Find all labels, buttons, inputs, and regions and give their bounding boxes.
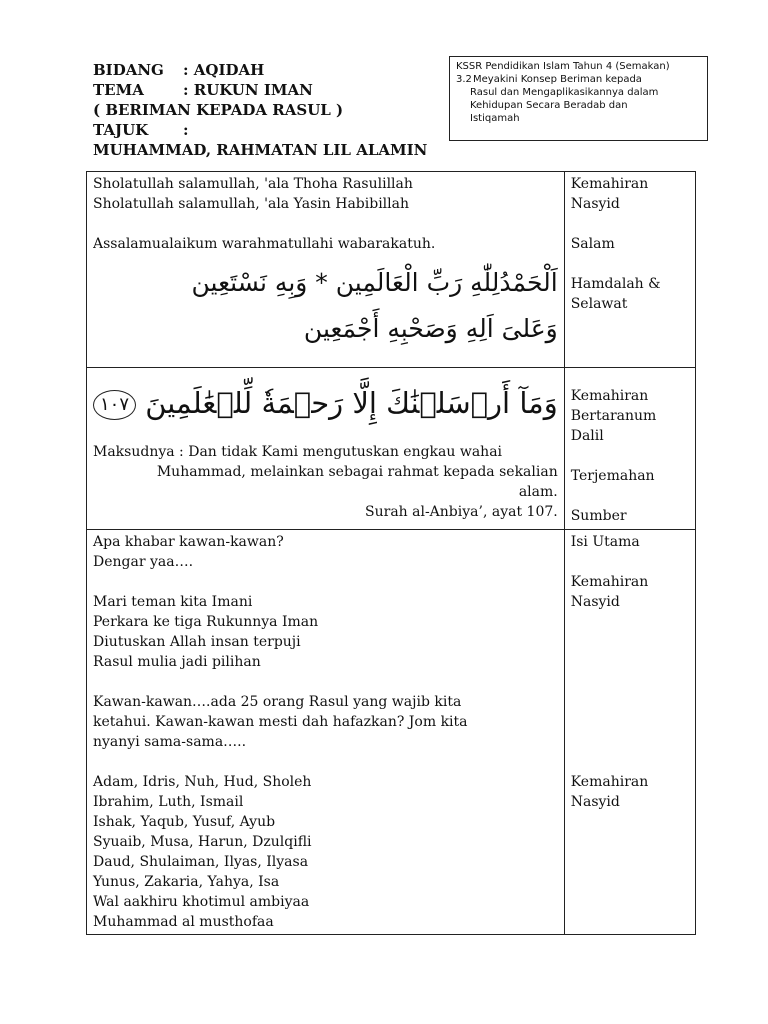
header-row-bidang bbox=[93, 60, 453, 80]
standard-text-3: Kehidupan Secara Beradab dan bbox=[470, 100, 628, 111]
note-line: Hamdalah & bbox=[570, 276, 661, 292]
arabic-selawat: وَعَلىَ اَلِهِ وَصَحْبِهِ أَجْمَعِين bbox=[303, 314, 558, 343]
note-line: Nasyid bbox=[570, 594, 620, 610]
table-row-dalil bbox=[87, 368, 696, 530]
note-line: Salam bbox=[570, 236, 615, 252]
meaning-line: Maksudnya : Dan tidak Kami mengutuskan engkau wahai bbox=[93, 444, 503, 460]
note-line: Nasyid bbox=[570, 196, 620, 212]
opening-content bbox=[87, 172, 565, 368]
tema-label: TEMA bbox=[93, 81, 144, 99]
note-line: Sumber bbox=[570, 508, 627, 524]
note-line: Isi Utama bbox=[570, 534, 640, 550]
bidang-label: BIDANG bbox=[93, 61, 164, 79]
tajuk-label: TAJUK bbox=[93, 121, 149, 139]
standard-number: 3.2 bbox=[456, 74, 472, 85]
arabic-hamdalah: اَلْحَمْدُلِلّٰهِ رَبِّ الْعَالَمِين * وَبِهِ نَسْتَعِين bbox=[191, 268, 558, 297]
intro-line: Apa khabar kawan-kawan? bbox=[93, 534, 284, 550]
dalil-content bbox=[87, 368, 565, 530]
rasul-names-line: Daud, Shulaiman, Ilyas, Ilyasa bbox=[93, 854, 309, 870]
rasul-names-line: Yunus, Zakaria, Yahya, Isa bbox=[93, 874, 280, 890]
rasul-names-line: Wal aakhiru khotimul ambiyaa bbox=[93, 894, 310, 910]
dalil-notes bbox=[564, 368, 695, 530]
note-line: Dalil bbox=[570, 428, 604, 444]
song-line: Perkara ke tiga Rukunnya Iman bbox=[93, 614, 319, 630]
standard-text: Meyakini Konsep Beriman kepada bbox=[473, 74, 642, 85]
note-line: Kemahiran bbox=[570, 176, 649, 192]
greeting-text: Assalamualaikum warahmatullahi wabarakatuh. bbox=[93, 236, 436, 252]
header-row-tajuk bbox=[93, 120, 453, 140]
rasul-names-line: Adam, Idris, Nuh, Hud, Sholeh bbox=[93, 774, 312, 790]
subtheme: ( BERIMAN KEPADA RASUL ) bbox=[93, 101, 344, 119]
standard-text-4: Istiqamah bbox=[470, 113, 520, 124]
note-line: Selawat bbox=[570, 296, 628, 312]
note-line: Nasyid bbox=[570, 794, 620, 810]
opening-notes bbox=[564, 172, 695, 368]
rasul-names-line: Muhammad al musthofaa bbox=[93, 914, 274, 930]
note-line: Kemahiran bbox=[570, 774, 649, 790]
verse-source: Surah al-Anbiya’, ayat 107. bbox=[365, 504, 558, 520]
note-line: Bertaranum bbox=[570, 408, 657, 424]
ayah-number-icon: ١٠٧ bbox=[93, 390, 136, 420]
selawat-line: Sholatullah salamullah, 'ala Thoha Rasulillah bbox=[93, 176, 413, 192]
intro-line: Dengar yaa…. bbox=[93, 554, 194, 570]
lesson-title: MUHAMMAD, RAHMATAN LIL ALAMIN bbox=[93, 141, 428, 159]
verse-text: وَمَآ أَرۡسَلۡنَٰكَ إِلَّا رَحۡمَةٗ لِّلۡعَٰلَمِينَ bbox=[145, 386, 558, 420]
song-line: Diutuskan Allah insan terpuji bbox=[93, 634, 301, 650]
lesson-table bbox=[86, 171, 696, 935]
table-row-opening bbox=[87, 172, 696, 368]
rasul-names-line: Ibrahim, Luth, Ismail bbox=[93, 794, 244, 810]
standard-text-2: Rasul dan Mengaplikasikannya dalam bbox=[470, 87, 659, 98]
note-line: Kemahiran bbox=[570, 388, 649, 404]
quran-verse bbox=[93, 370, 558, 436]
curriculum-info-box bbox=[449, 56, 708, 141]
nasyid-notes bbox=[564, 530, 695, 935]
meaning-line: Muhammad, melainkan sebagai rahmat kepada sekalian bbox=[156, 464, 558, 480]
nasyid-content bbox=[87, 530, 565, 935]
song-line: Rasul mulia jadi pilihan bbox=[93, 654, 261, 670]
selawat-line: Sholatullah salamullah, 'ala Yasin Habibillah bbox=[93, 196, 409, 212]
para-line: nyanyi sama-sama….. bbox=[93, 734, 247, 750]
table-row-nasyid bbox=[87, 530, 696, 935]
rasul-names-line: Ishak, Yaqub, Yusuf, Ayub bbox=[93, 814, 276, 830]
song-line: Mari teman kita Imani bbox=[93, 594, 253, 610]
meaning-line: alam. bbox=[518, 484, 558, 500]
lesson-header bbox=[93, 60, 453, 160]
curriculum-line: KSSR Pendidikan Islam Tahun 4 (Semakan) bbox=[456, 61, 670, 72]
tema-value: : RUKUN IMAN bbox=[183, 81, 313, 99]
header-row-tema bbox=[93, 80, 453, 100]
standard-line bbox=[456, 73, 701, 86]
tajuk-value: : bbox=[183, 121, 189, 139]
bidang-value: : AQIDAH bbox=[183, 61, 265, 79]
note-line: Terjemahan bbox=[570, 468, 655, 484]
rasul-names-line: Syuaib, Musa, Harun, Dzulqifli bbox=[93, 834, 312, 850]
note-line: Kemahiran bbox=[570, 574, 649, 590]
para-line: ketahui. Kawan-kawan mesti dah hafazkan? Jom kita bbox=[93, 714, 468, 730]
para-line: Kawan-kawan….ada 25 orang Rasul yang wajib kita bbox=[93, 694, 462, 710]
